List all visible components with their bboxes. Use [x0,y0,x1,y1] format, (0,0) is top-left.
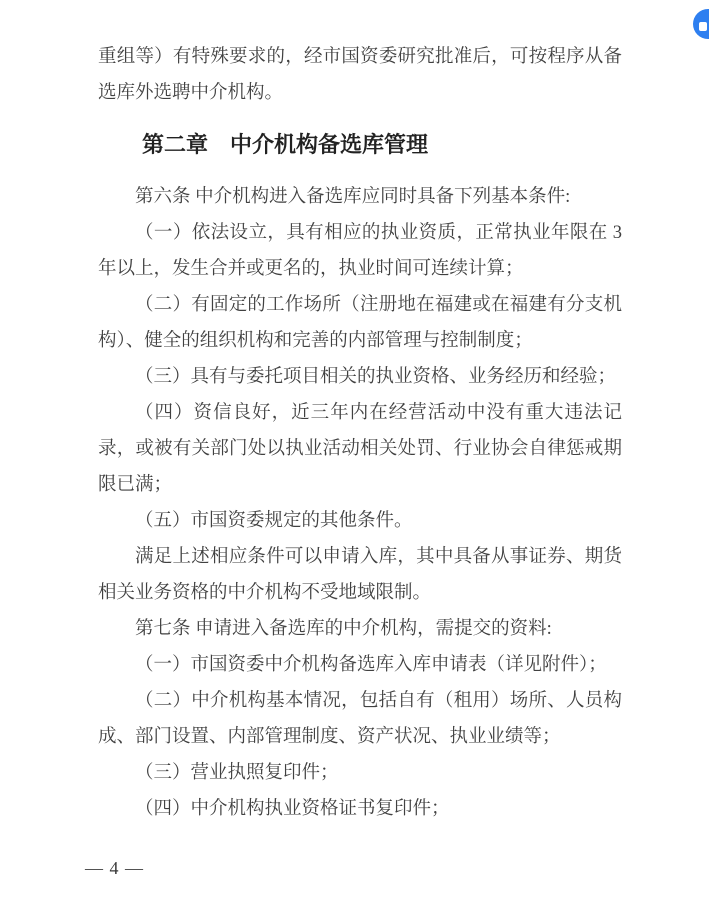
body-paragraph: 重组等）有特殊要求的，经市国资委研究批准后，可按程序从备选库外选聘中介机构。 [98,47,622,103]
body-paragraph: （四）中介机构执业资格证书复印件； [135,799,450,819]
body-paragraph: （五）市国资委规定的其他条件。 [135,511,413,531]
body-paragraph: （三）具有与委托项目相关的执业资格、业务经历和经验； [135,367,617,387]
chapter-heading: 第二章 中介机构备选库管理 [142,132,429,157]
body-paragraph: 满足上述相应条件可以申请入库，其中具备从事证券、期货相关业务资格的中介机构不受地域限制。 [98,547,622,603]
body-paragraph: （二）中介机构基本情况，包括自有（租用）场所、人员构成、部门设置、内部管理制度、资产状况、执业业绩等； [98,691,622,747]
page-number: — 4 — [85,858,144,878]
body-paragraph: （三）营业执照复印件； [135,763,339,783]
body-paragraph: （四）资信良好，近三年内在经营活动中没有重大违法记录，或被有关部门处以执业活动相关处罚、行业协会自律惩戒期限已满； [98,403,622,495]
floating-widget-button[interactable] [693,9,709,39]
widget-glyph-icon [699,22,707,31]
body-paragraph: 第六条 中介机构进入备选库应同时具备下列基本条件: [135,187,571,207]
body-paragraph: （一）市国资委中介机构备选库入库申请表（详见附件）； [135,655,607,675]
body-paragraph: （一）依法设立，具有相应的执业资质，正常执业年限在 3 年以上，发生合并或更名的，执业时间可连续计算； [98,223,622,279]
document-content [98,39,622,827]
body-paragraph: 第七条 申请进入备选库的中介机构，需提交的资料: [135,619,552,639]
body-paragraph: （二）有固定的工作场所（注册地在福建或在福建有分支机构）、健全的组织机构和完善的内部管理与控制制度； [98,295,622,351]
